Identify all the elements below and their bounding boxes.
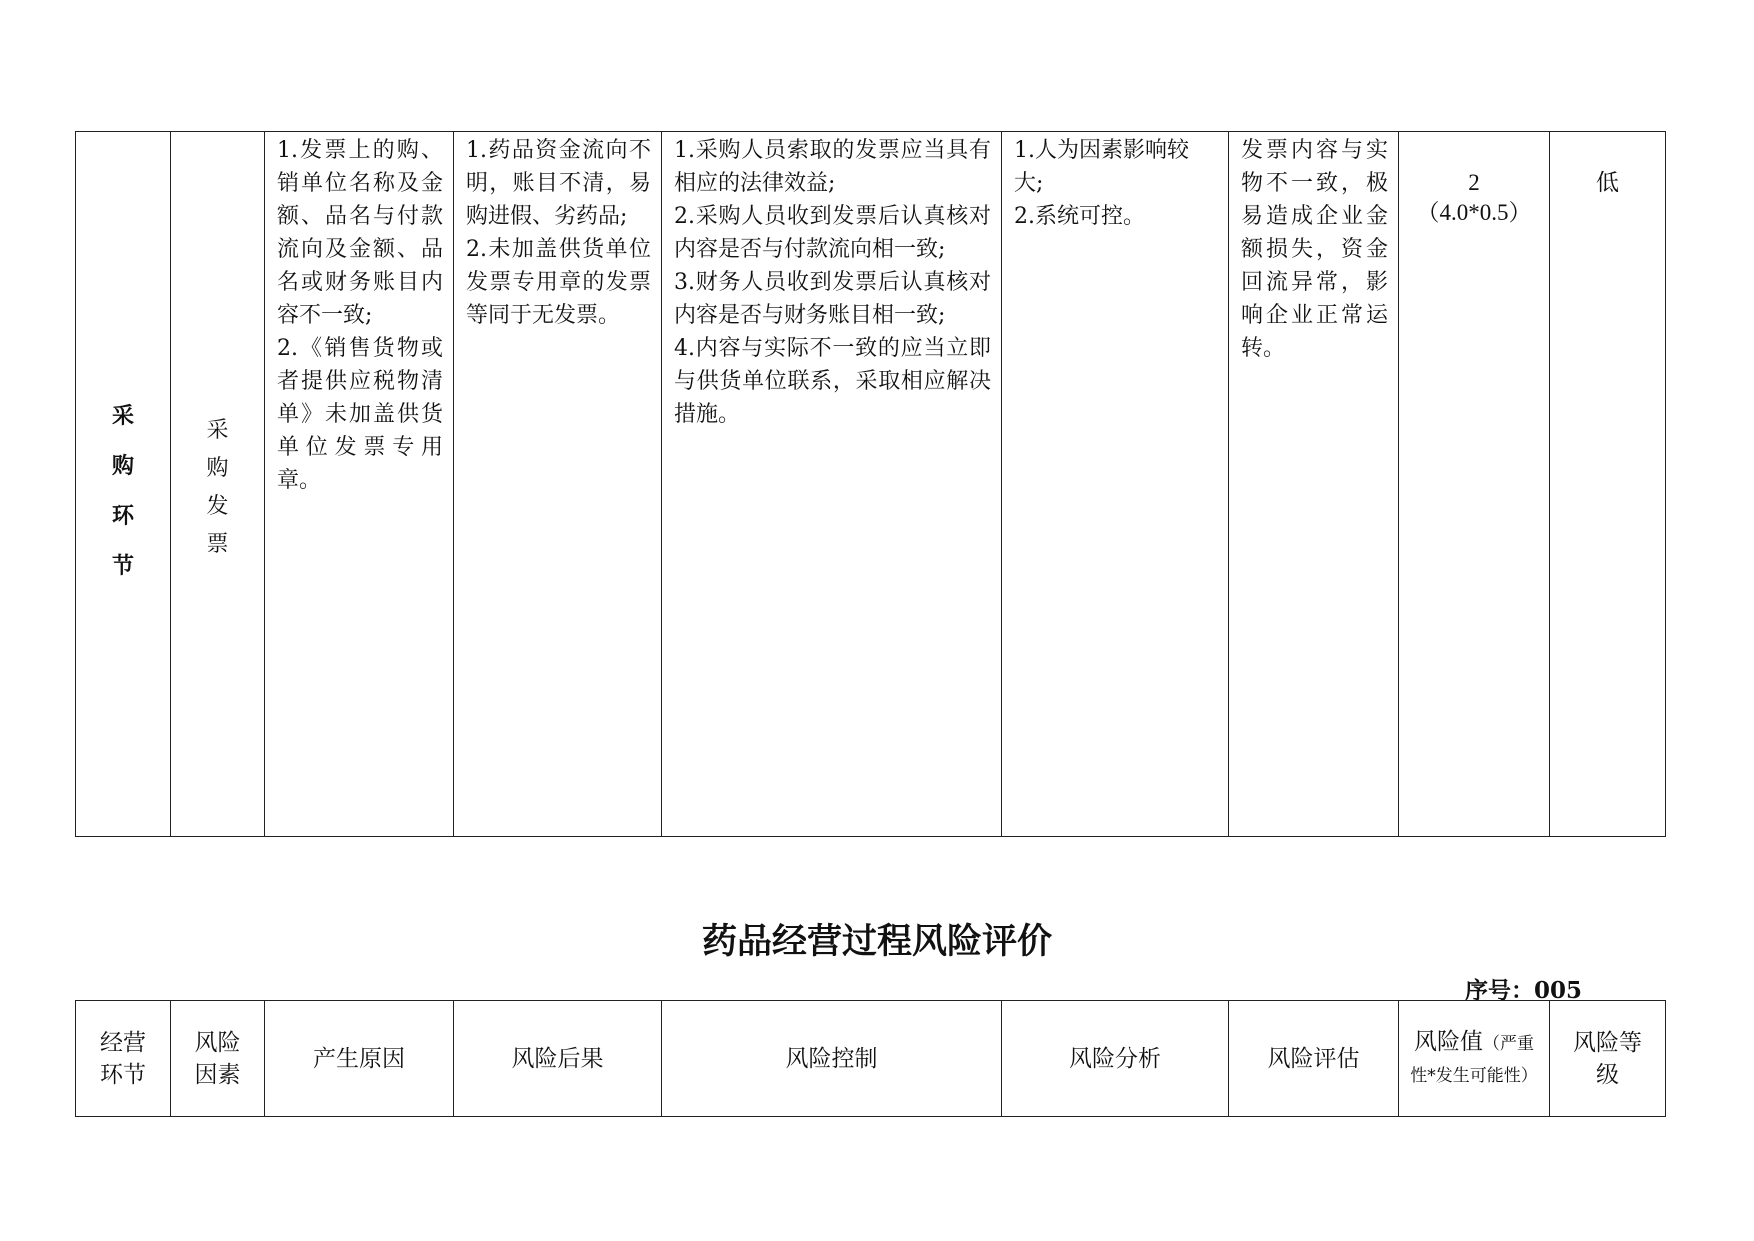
assessment-text: 发票内容与实物不一致，极易造成企业金额损失，资金回流异常，影响企业正常运转。 [1241,138,1388,361]
control-item: 2.采购人员收到发票后认真核对内容是否与付款流向相一致; [674,204,991,262]
factor-char: 采 [206,418,229,443]
header-stage-line: 环节 [100,1061,146,1088]
cause-item: 2.《销售货物或者提供应税物清单》未加盖供货单位发票专用章。 [277,336,443,493]
risk-value: 2 [1468,170,1480,195]
header-stage-line: 经营 [100,1029,146,1056]
consequence-item: 1.药品资金流向不明，账目不清，易购进假、劣药品; [466,138,651,229]
cause-item: 1.发票上的购、销单位名称及金额、品名与付款流向及金额、品名或财务账目内容不一致; [277,138,443,328]
header-factor-line: 因素 [194,1061,241,1088]
analysis-item: 2.系统可控。 [1014,204,1145,229]
analysis-item: 1.人为因素影响较大; [1014,138,1189,196]
stage-char: 环 [111,504,134,529]
stage-char: 采 [111,404,134,429]
control-cell [662,132,1002,837]
header-level-line: 风险等 [1573,1029,1642,1056]
header-assessment: 风险评估 [1229,1001,1399,1117]
risk-table-row [75,131,1666,837]
stage-char: 购 [111,454,134,479]
risk-formula: （4.0*0.5） [1416,200,1532,225]
control-item: 1.采购人员索取的发票应当具有相应的法律效益; [674,138,991,196]
header-risk-level [1550,1001,1666,1117]
risk-level: 低 [1596,170,1619,196]
header-factor-line: 风险 [194,1029,241,1056]
consequence-cell [454,132,662,837]
risk-level-cell [1550,132,1666,837]
header-analysis: 风险分析 [1002,1001,1229,1117]
factor-cell [171,132,265,837]
header-value-note: 性*发生可能性） [1410,1065,1538,1086]
assessment-cell [1229,132,1399,837]
control-item: 3.财务人员收到发票后认真核对内容是否与财务账目相一致; [674,270,991,328]
consequence-item: 2.未加盖供货单位发票专用章的发票等同于无发票。 [466,237,651,328]
header-risk-value [1399,1001,1550,1117]
page-title: 药品经营过程风险评价 [701,921,1052,962]
header-table [75,1000,1666,1117]
factor-char: 发 [206,494,229,519]
stage-cell [76,132,171,837]
header-control: 风险控制 [662,1001,1002,1117]
risk-value-cell [1399,132,1550,837]
header-level-line: 级 [1596,1061,1619,1088]
analysis-cell [1002,132,1229,837]
header-stage [76,1001,171,1117]
header-value-note: （严重 [1483,1033,1534,1054]
stage-char: 节 [111,554,134,579]
header-consequence: 风险后果 [454,1001,662,1117]
factor-char: 购 [206,456,229,481]
factor-char: 票 [206,532,229,557]
control-item: 4.内容与实际不一致的应当立即与供货单位联系，采取相应解决措施。 [674,336,991,427]
header-value-main: 风险值 [1414,1028,1483,1055]
header-factor [171,1001,265,1117]
header-cause: 产生原因 [265,1001,454,1117]
cause-cell [265,132,454,837]
serial-number: 序号：005 [1465,977,1583,1004]
